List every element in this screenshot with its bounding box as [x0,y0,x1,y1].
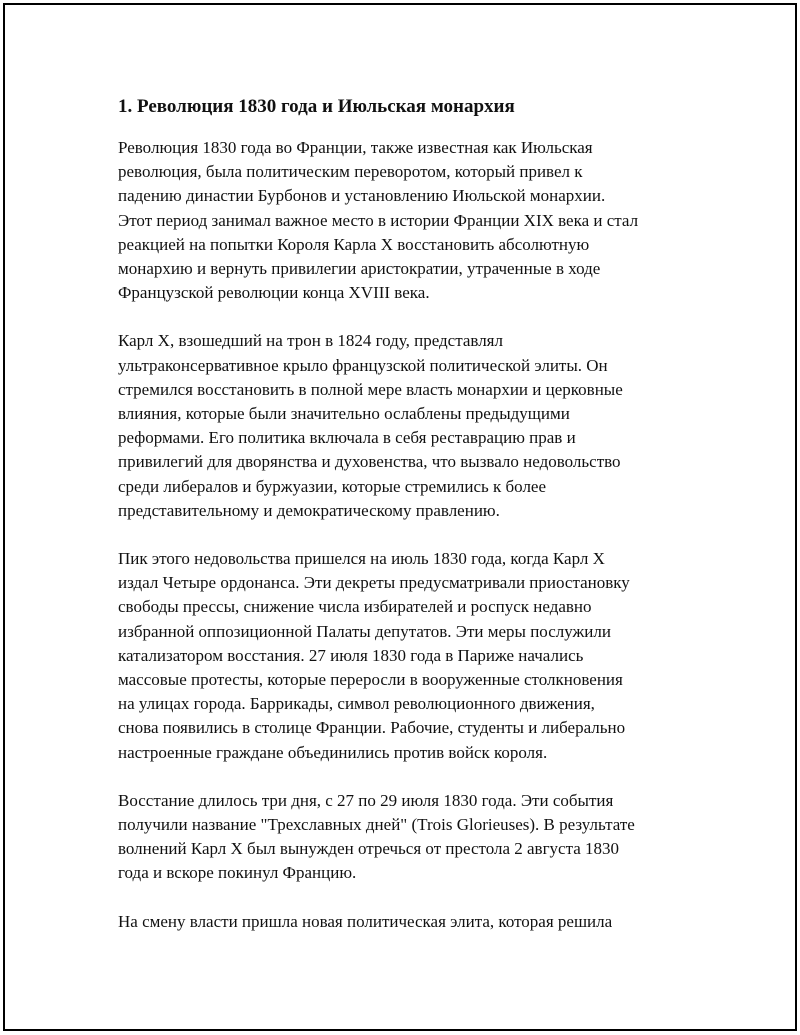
text-line: представительному и демократическому правлению. [118,500,500,520]
text-line: падению династии Бурбонов и установлению Июльской монархии. [118,186,606,206]
text-line: На смену власти пришла новая политическая элита, которая решила [118,911,613,931]
text-line: свободы прессы, снижение числа избирателей и роспуск недавно [118,597,592,617]
paragraph-4 [118,789,698,886]
text-line: монархию и вернуть привилегии аристократии, утраченные в ходе [118,259,601,279]
text-line: издал Четыре ордонанса. Эти декреты предусматривали приостановку [118,573,630,593]
paragraph-1 [118,136,698,305]
text-line: избранной оппозиционной Палаты депутатов. Эти меры послужили [118,621,611,641]
text-line: Восстание длилось три дня, с 27 по 29 июля 1830 года. Эти события [118,790,614,810]
text-line: настроенные граждане объединились против войск короля. [118,742,548,762]
text-line: получили название "Трехславных дней" (Trois Glorieuses). В результате [118,815,635,835]
text-line: реформами. Его политика включала в себя реставрацию прав и [118,428,576,448]
text-line: Карл X, взошедший на трон в 1824 году, представлял [118,331,503,351]
text-line: Пик этого недовольства пришелся на июль 1830 года, когда Карл X [118,549,605,569]
text-line: снова появились в столице Франции. Рабочие, студенты и либерально [118,718,626,738]
text-line: массовые протесты, которые переросли в вооруженные столкновения [118,670,623,690]
text-line: Французской революции конца XVIII века. [118,283,430,303]
text-line: стремился восстановить в полной мере власть монархии и церковные [118,379,623,399]
paragraph-5 [118,910,698,934]
text-line: ультраконсервативное крыло французской политической элиты. Он [118,355,608,375]
text-line: Революция 1830 года во Франции, также известная как Июльская [118,138,593,157]
text-line: среди либералов и буржуазии, которые стремились к более [118,476,547,496]
text-line: привилегий для дворянства и духовенства, что вызвало недовольство [118,452,621,472]
document-body [118,94,698,934]
text-line: реакцией на попытки Короля Карла X восстановить абсолютную [118,234,590,254]
text-line: катализатором восстания. 27 июля 1830 года в Париже начались [118,645,584,665]
text-line: года и вскоре покинул Францию. [118,863,357,883]
paragraph-3 [118,547,698,765]
text-line: революция, была политическим переворотом, который привел к [118,162,583,182]
text-line: на улицах города. Баррикады, символ революционного движения, [118,694,595,714]
text-line: Этот период занимал важное место в истории Франции XIX века и стал [118,210,639,230]
text-line: влияния, которые были значительно ослаблены предыдущими [118,404,570,424]
section-heading: 1. Революция 1830 года и Июльская монархия [118,96,515,117]
paragraph-2 [118,329,698,523]
text-line: волнений Карл X был вынужден отречься от престола 2 августа 1830 [118,839,620,859]
